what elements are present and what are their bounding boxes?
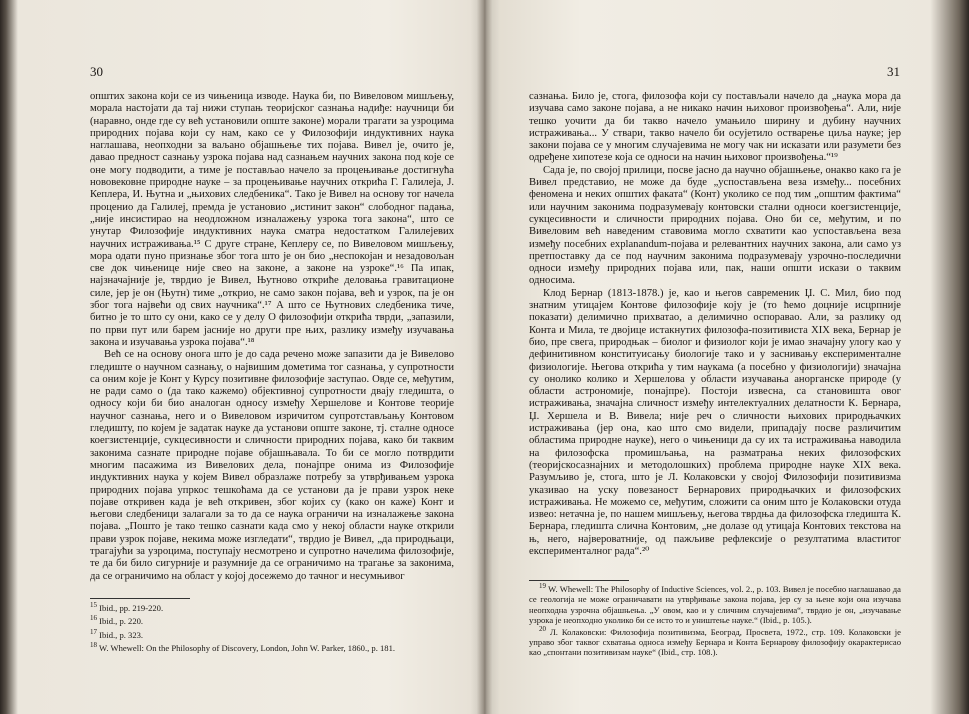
- right-paragraph-1: сазнања. Било је, стога, филозофа који су постављали начело да „наука мора да изучава само законе појава, а не никако начин њиховог произвођења“. Али, није тешко уочити да би такво начело умањило ширину и дубину научних истраживања... У ствари, такво начело би осујетило остварење циља науке; јер закони појава се у многим случајевима не могу чак ни исказати или разумети без одређене хипотезе која се односи на начин њиховог произвођења.“¹⁹: [529, 91, 901, 164]
- right-page: [485, 0, 969, 714]
- left-page-body: [90, 91, 454, 591]
- left-paragraph-2: Већ се на основу онога што је до сада речено може запазити да је Вивелово гледиште о научном сазнању, о највишим дометима тог сазнања, у супротности са оним које је Конт у Курсу позитивне филозофије заступао. Овде се, међутим, не ради само о (да тако кажемо) објективној супротности двају гледишта, о односу који би био аналоган односу између Хершелове и Контове теорије научног сазнања, него и о Вивеловом изричитом супротстављању Контовом гледишту, по којем је задатак науке да установи опште законе, тј. сталне односе коегзистенције, сукцесивности и сличности природних појава, како би таквим законима сазнате природне појаве објашњавала. То би се могло потврдити многим пасажима из Вивелових дела, понајпре онима из Филозофије индуктивних наука у којем Вивел образлаже потребу за утврђивањем узрока природних појава упркос тешкоћама да се установи да је прави узрок неке појаве откривен када је већ откривен, због којих су (како он каже) Конт и његови следбеници залагали за то да се наука ограничи на изналажење закона појава. „Пошто је тако тешко сазнати када смо у некој области науке открили прави узрок појаве, некима може изгледати“, тврдио је Вивел, „да природњаци, трагајући за узроцима, поступају несмотрено и супротно начелима филозофије, те да би било сигурније и разумније да се ограничимо на трагање за законима, да се ограничимо на област у којој досежемо до тачног и несумњивог: [90, 349, 454, 582]
- page-number-left: 30: [90, 64, 103, 79]
- footnote-18: $^{18}$ W. Whewell: On the Philosophy of Discovery, London, John W. Parker, 1860., p. 181.: [90, 641, 396, 654]
- page-number-right: 31: [887, 64, 900, 79]
- footnote-17: $^{17}$ Ibid., p. 323.: [90, 627, 144, 640]
- left-footnotes: [90, 603, 454, 657]
- footnote-rule-left: [90, 598, 190, 599]
- footnote-16: $^{16}$ Ibid., p. 220.: [90, 614, 144, 627]
- footnote-20: $^{20}$ Л. Колаковски: Филозофија позитивизма, Београд, Просвета, 1972., стр. 109. Колаковски је управо због таквог схватања односа између Бернара и Конта Бернарову филозофију окарактерисао као „спонтани позитивизам науке“ (Ibid., стр. 108.).: [529, 624, 901, 658]
- footnote-rule-right: [529, 580, 629, 581]
- footnote-19: $^{19}$ W. Whewell: The Philosophy of Inductive Sciences, vol. 2., p. 103. Вивел је посебно наглашавао да се геологија не може ограничавати на утврђивање закона појава, јер су за њене који она изучава неопходна узрочна објашњења. „У овом, као и у сличним случајевима“, тврдио је он, „изучавање узрока је неопходно уколико би се исто то и уништење науке.“ (Ibid., p. 105.).: [529, 582, 901, 626]
- right-page-body: [529, 91, 901, 577]
- right-footnotes: [529, 584, 901, 659]
- left-paragraph-1: општих закона који се из чињеница изводе. Наука би, по Вивеловом мишљењу, морала настојати да тај нижи ступањ теоријског сазнања надиђе: научници би (наравно, онде где су већ установили опште законе) морали трагати за узроцима природних појава који су нам, како се у Филозофији индуктивних наука наглашава, неопходни за ваљано објашњење тих појава. Вивел је, очито је, давао предност сазнању узрока појава над сазнањем научних закона под које се оне могу подводити, а тиме је постављао начело за процењивање достигнућа нововековне природне науке – за процењивање научних открића Г. Галилеја, Ј. Кеплера, И. Њутна и „њихових следбеника“. Тако је Вивел на основу тог начела проценио да Галилеј, премда је установио „истинит закон“ слободног падања, „није инсистирао на неодложном изналажењу узрока тога закона“, што се унутар Филозофије индуктивних наука сматра недостатком Галилејевих научних истраживања.¹⁵ С друге стране, Кеплеру се, по Вивеловом мишљењу, мора одати пуно признање због тога што је он био „неспокојан и незадовољан све док чињенице није свео на законе, а законе на узроке“.¹⁶ Па ипак, најзначајније је, тврдио је Вивел, Њутново откриће деловања гравитационе силе, јер је он (Њутн) тиме „открио, не само закон појава, већ и узрок, па је он због тога највећи од свих научника“.¹⁷ А што се Њутнових следбеника тиче, битно је то што су они, како се у делу О филозофији открића тврди, „запазили, по први пут или барем јасније но други пре њих, разлику између изучавања закона и изучавања узрока појава“.¹⁸: [90, 91, 454, 348]
- footnote-15: $^{15}$ Ibid., pp. 219-220.: [90, 601, 164, 613]
- right-paragraph-3: Клод Бернар (1813-1878.) је, као и његов савременик Џ. С. Мил, био под знатним утицајем Контове филозофије коју је (то ћемо доцније исцрпније показати) делимично прихватао, а делимично оспоравао. Али, за разлику од Конта и Мила, те двојице истакнутих филозофа-позитивиста XIX века, Бернар је био, пре свега, природњак – биолог и физиолог који је имао значајну улогу као у дефинитивном конституисању биологије тако и у заснивању експерименталне физиологије. Његова открића у тим наукама (а посебно у физиологији) значајна су онолико колико и Хершелова у области изучавања анорганске природе (у области астрономије, понајпре). Постоји извесна, са становишта овог истраживања, значајна сличност између интелектуалних делатности К. Бернара, Џ. Хершела и В. Вивела; није реч о сличности њихових природњачких истраживања (јер она, као што смо видели, припадају посве различитим областима природне науке), него о чињеници да су их та истраживања наводила на филозофска промишљања, на разматрања неких филозофских (теоријскосазнајних и методолошких) проблема природне науке XIX века. Разумљиво је, стога, што је Л. Колаковски у својој Филозофији позитивизма указивао на уску повезаност Бернарових природњачких и филозофских истраживања. Не можемо се, међутим, сложити са оним што је Колаковски отуда извео: нетачна је, по нашем мишљењу, његова тврдња да филозофска гледишта К. Бернара, гледишта слична Контовим, „не долазе од утицаја Контових текстова на њ, него, највероватније, од пажљиве рефлексије о резултатима властитог експерименталног рада“.²⁰: [529, 287, 901, 557]
- right-paragraph-2: Сада је, по својој прилици, посве јасно да научно објашњење, онакво како га је Вивел представио, не може да буде „успостављена веза између... посебних феномена и неких општих факата“ (Конт) уколико се под тим „општим фактима“ или научним законима подразумевају контовски стални односи коегзистенције, сукцесивности и сличности природних појава. Оно би се, међутим, и по Вивеловим већ наведеним ставовима могло схватити као успостављена веза између посебних explanandum-појава и релевантних научних закона, али само уз претпоставку да се под научним законима подразумевају узрочно-последични односи између природних појава или, пак, наши општи искази о таквим односима.: [529, 164, 901, 287]
